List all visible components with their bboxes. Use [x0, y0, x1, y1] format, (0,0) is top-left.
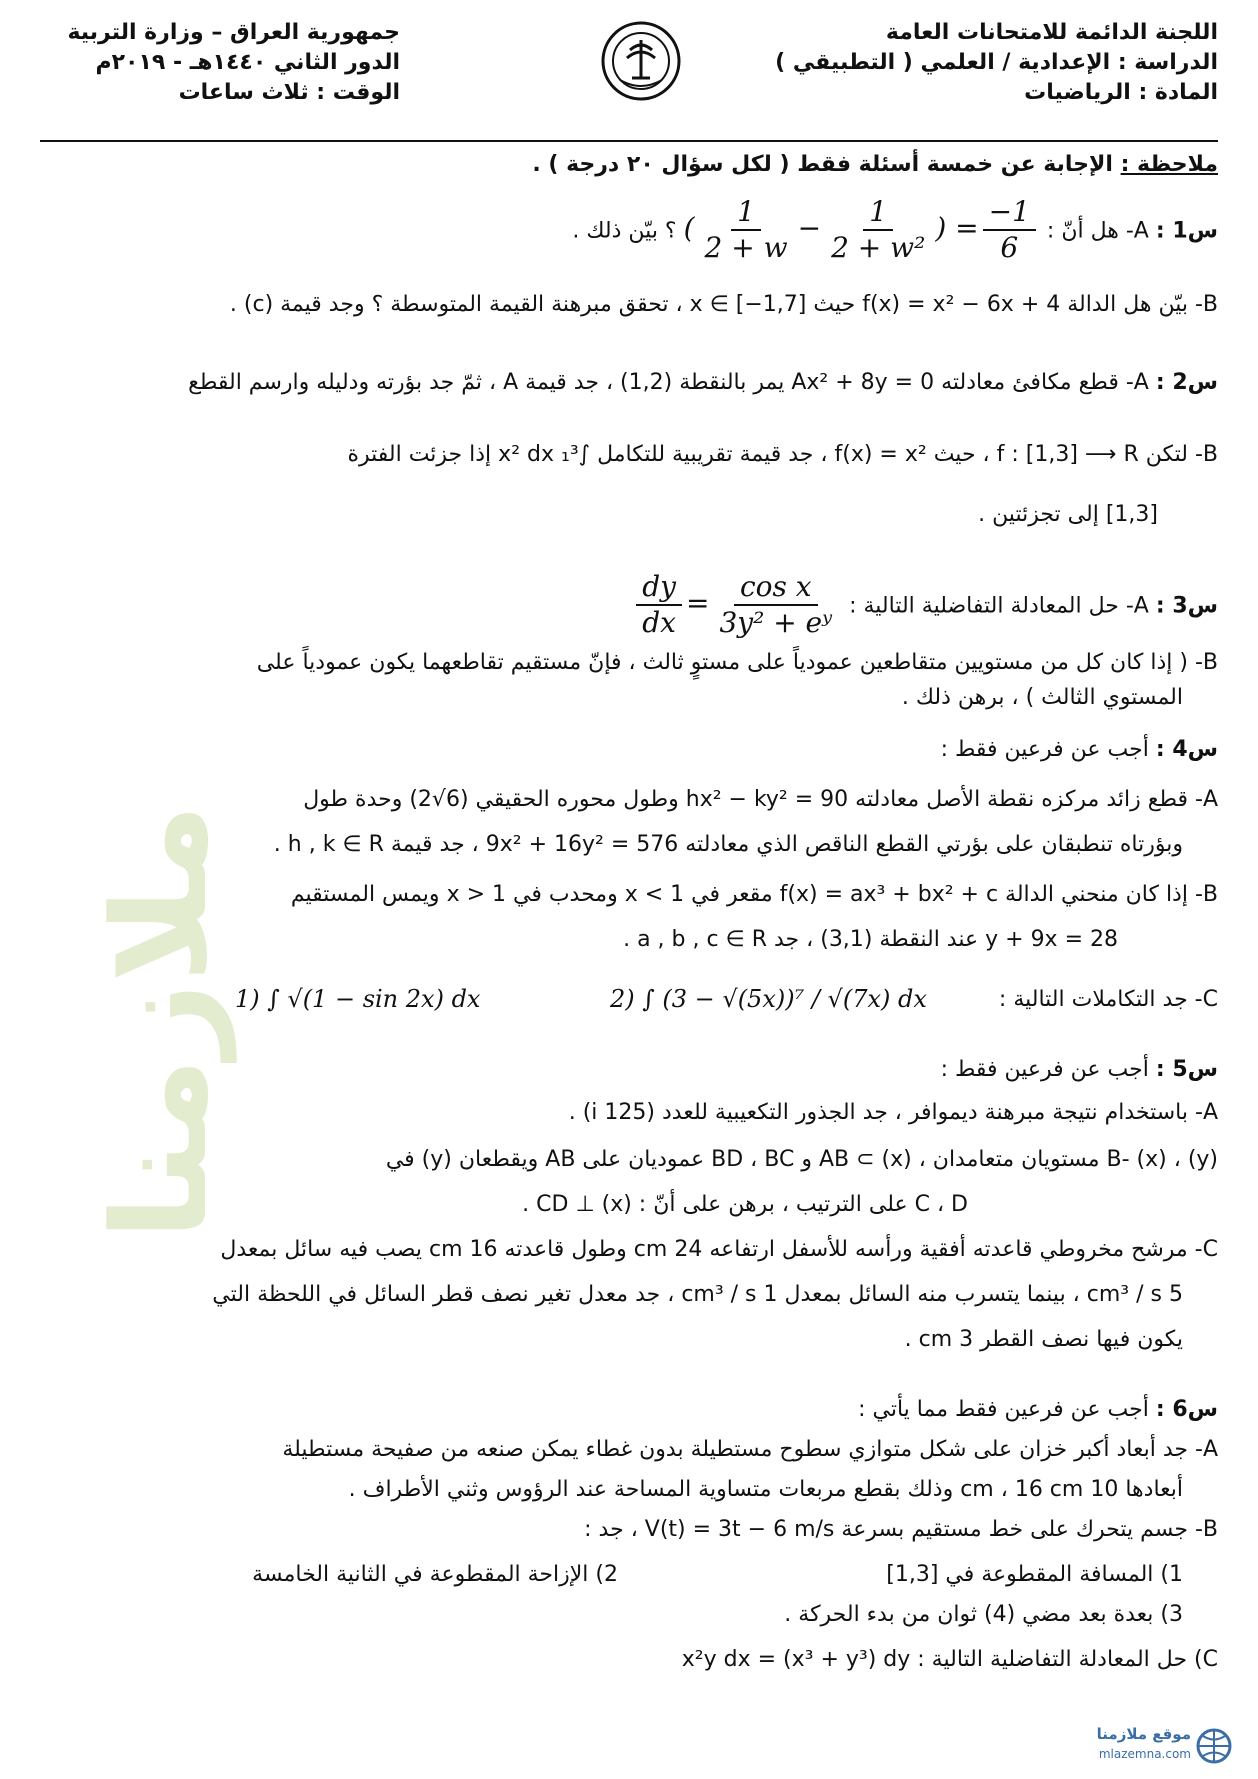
q5-c: C- مرشح مخروطي قاعدته أفقية ورأسه للأسفل ارتفاعه 24 cm وطول قاعدته 16 cm يصب فيه سائل بمعدل	[220, 1237, 1218, 1262]
q2-b: B- لتكن f : [1,3] ⟶ R ، حيث f(x) = x² ، جد قيمة تقريبية للتكامل ∫₁³ x² dx إذا جزئت الفترة	[347, 442, 1218, 467]
q4-c-text: C- جد التكاملات التالية :	[998, 987, 1218, 1012]
q5-b-cont: C ، D على الترتيب ، برهن على أنّ : CD ⊥ (x) .	[522, 1192, 968, 1217]
site-logo	[1033, 1725, 1233, 1769]
q6-b: B- جسم يتحرك على خط مستقيم بسرعة V(t) = 3t − 6 m/s ، جد :	[584, 1517, 1218, 1542]
q3-a-text: A- حل المعادلة التفاضلية التالية :	[849, 593, 1149, 619]
q4-c-integral-2: 2) ∫ (3 − √(5x))⁷ / √(7x) dx	[610, 985, 927, 1013]
q3-b: B- ( إذا كان كل من مستويين متقاطعين عمودياً على مستوٍ ثالث ، فإنّ مستقيم تقاطعهما يكون عمودياً على	[256, 650, 1218, 675]
q5-a: A- باستخدام نتيجة مبرهنة ديموافر ، جد الجذور التكعيبية للعدد (125 i) .	[568, 1100, 1218, 1125]
q4-a: A- قطع زائد مركزه نقطة الأصل معادلته hx² − ky² = 90 وطول محوره الحقيقي (6√2) وحدة طول	[303, 787, 1218, 812]
q1-a-equation: ( $\frac{1}{2 + w}$ − $\frac{1}{\text{2 + w²}}$ ) = $\frac{-1}{6}$	[684, 195, 1040, 265]
note-label: ملاحظة :	[1120, 152, 1218, 177]
q3-a-equation: $\frac{dy}{dx}$ = $\frac{\text{cos x}}{\text{3y² + eʸ}}$	[632, 570, 842, 640]
q6-b-item3: 3) بعدة بعد مضي (4) ثوان من بدء الحركة .	[784, 1602, 1183, 1627]
q6-b-item2: 2) الإزاحة المقطوعة في الثانية الخامسة	[252, 1562, 618, 1587]
q4-number: س4 :	[1155, 737, 1218, 762]
q5-c-cont: 5 cm³ / s ، بينما يتسرب منه السائل بمعدل 1 cm³ / s ، جد معدل تغير نصف قطر السائل في اللحظة التي	[212, 1282, 1183, 1307]
site-name: موقع ملازمنا	[1096, 1725, 1191, 1743]
q5-intro-text: أجب عن فرعين فقط :	[940, 1057, 1149, 1082]
q4-intro-text: أجب عن فرعين فقط :	[940, 737, 1149, 762]
q2-a	[188, 368, 1218, 398]
q6-b-item1: 1) المسافة المقطوعة في [1,3]	[886, 1562, 1183, 1587]
q1-a-tail: ؟ بيّن ذلك .	[572, 218, 677, 244]
q2-b-cont: [1,3] إلى تجزئتين .	[978, 502, 1158, 527]
q6-a-cont: أبعادها 10 cm ، 16 cm وذلك بقطع مربعات متساوية المساحة عند الرؤوس وثني الأطراف .	[348, 1477, 1183, 1502]
note	[532, 150, 1218, 180]
q6-intro	[858, 1395, 1218, 1425]
subject: المادة : الرياضيات	[1024, 80, 1218, 105]
q1-b: B- بيّن هل الدالة f(x) = x² − 6x + 4 حيث x ∈ [−1,7] ، تحقق مبرهنة القيمة المتوسطة ؟ وجد قيمة (c) .	[229, 292, 1218, 317]
exam-round: الدور الثاني ١٤٤٠هـ - ٢٠١٩م	[95, 50, 400, 75]
q2-a-text: A- قطع مكافئ معادلته Ax² + 8y = 0 يمر بالنقطة (1,2) ، جد قيمة A ، ثمّ جد بؤرته ودليله وارسم القطع	[188, 370, 1149, 395]
q3-b-cont: المستوي الثالث ) ، برهن ذلك .	[901, 685, 1183, 710]
q4-b-cont: y + 9x = 28 عند النقطة (3,1) ، جد a , b , c ∈ R .	[623, 927, 1118, 952]
q5-b: B- (x) ، (y) مستويان متعامدان ، AB ⊂ (x) و BD ، BC عموديان على AB ويقطعان (y) في	[385, 1147, 1218, 1172]
committee-name: اللجنة الدائمة للامتحانات العامة	[885, 20, 1218, 45]
republic-ministry: جمهورية العراق – وزارة التربية	[67, 20, 400, 45]
q3-number: س3 :	[1155, 593, 1218, 619]
site-watermark: ملازمنا	[84, 803, 236, 1240]
globe-icon	[1195, 1727, 1233, 1765]
q5-intro	[941, 1055, 1218, 1085]
q2-number: س2 :	[1155, 370, 1218, 395]
q4-c	[999, 985, 1218, 1015]
header-right	[738, 18, 1218, 108]
q4-intro	[941, 735, 1218, 765]
header-divider	[40, 140, 1218, 142]
q6-number: س6 :	[1155, 1397, 1218, 1422]
exam-time: الوقت : ثلاث ساعات	[178, 80, 400, 105]
q5-c-cont2: يكون فيها نصف القطر 3 cm .	[904, 1327, 1183, 1352]
q5-number: س5 :	[1155, 1057, 1218, 1082]
q6-intro-text: أجب عن فرعين فقط مما يأتي :	[858, 1397, 1149, 1422]
site-url: mlazemna.com	[1098, 1747, 1191, 1761]
q6-c: C) حل المعادلة التفاضلية التالية : x²y dx = (x³ + y³) dy	[681, 1647, 1218, 1672]
q4-a-cont: وبؤرتاه تنطبقان على بؤرتي القطع الناقص الذي معادلته 9x² + 16y² = 576 ، جد قيمة h , k ∈ R .	[273, 832, 1183, 857]
q4-c-integral-1: 1) ∫ √(1 − sin 2x) dx	[235, 985, 481, 1013]
ministry-seal-icon	[600, 20, 682, 102]
q4-b: B- إذا كان منحني الدالة f(x) = ax³ + bx² + c مقعر في x < 1 ومحدب في x > 1 ويمس المستقيم	[290, 882, 1218, 907]
q1-number: س1 :	[1155, 218, 1218, 244]
note-text: الإجابة عن خمسة أسئلة فقط ( لكل سؤال ٢٠ درجة ) .	[532, 152, 1113, 177]
header-left	[60, 18, 400, 108]
study-branch: الدراسة : الإعدادية / العلمي ( التطبيقي )	[775, 50, 1218, 75]
q1-a-text: A- هل أنّ :	[1046, 218, 1149, 244]
q3-a	[632, 570, 1218, 640]
q1-a	[572, 195, 1218, 265]
q6-a: A- جد أبعاد أكبر خزان على شكل متوازي سطوح مستطيلة بدون غطاء يمكن صنعه من صفيحة مستطيلة	[282, 1437, 1218, 1462]
